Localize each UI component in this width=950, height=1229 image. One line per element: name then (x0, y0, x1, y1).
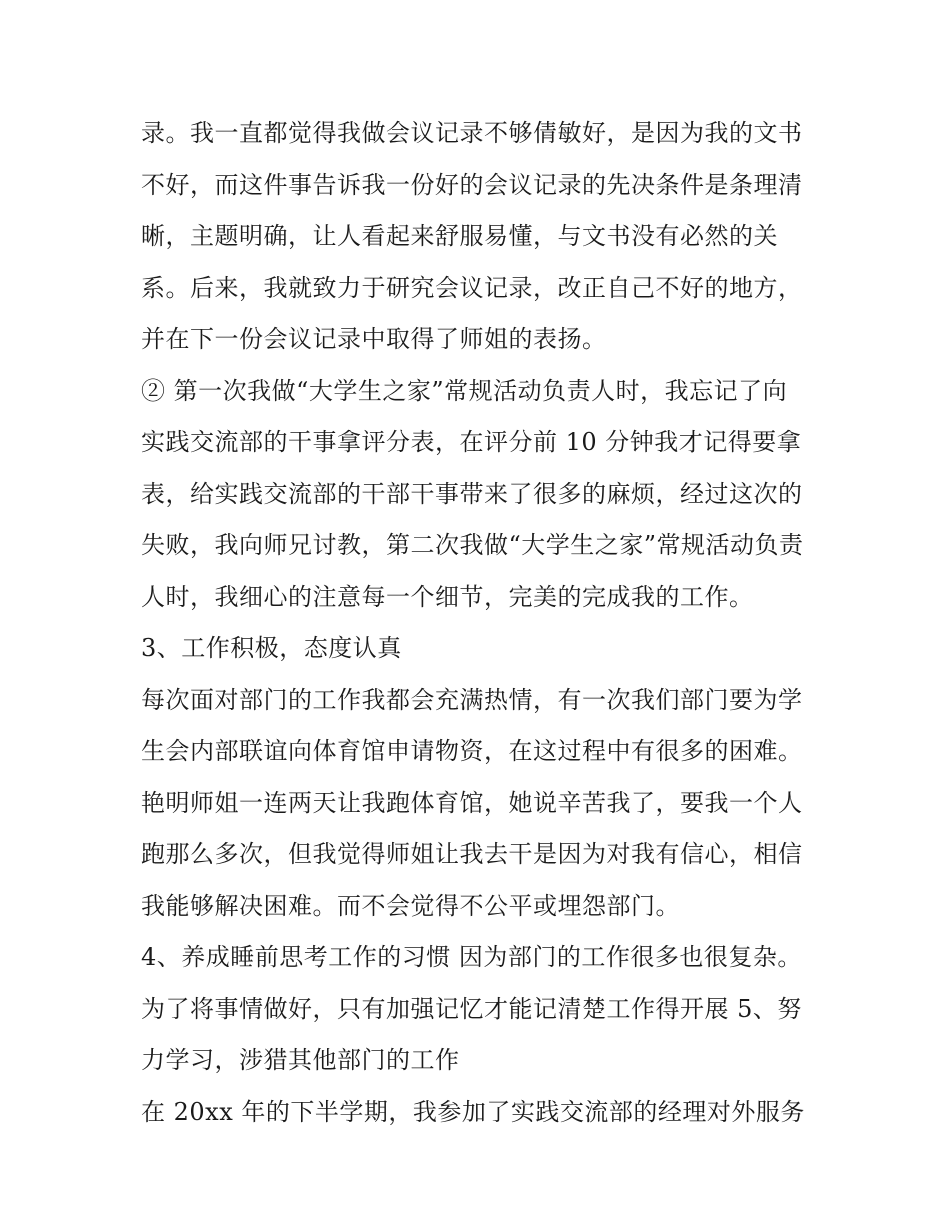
text-line: 在 20xx 年的下半学期，我参加了实践交流部的经理对外服务 (141, 1097, 805, 1126)
text-line: 人时，我细心的注意每一个细节，完美的完成我的工作。 (141, 582, 754, 611)
text-line: 每次面对部门的工作我都会充满热情，有一次我们部门要为学 (141, 685, 803, 714)
text-line: 跑那么多次，但我觉得师姐让我去干是因为对我有信心，相信 (141, 840, 803, 868)
text-line: 录。我一直都觉得我做会议记录不够倩敏好，是因为我的文书 (141, 119, 803, 147)
text-line: 我能够解决困难。而不会觉得不公平或埋怨部门。 (141, 891, 680, 920)
text-line: 为了将事情做好，只有加强记忆才能记清楚工作得开展 5、努 (141, 994, 802, 1023)
section-heading: 3、工作积极，态度认真 (141, 634, 402, 662)
text-line: 实践交流部的干事拿评分表，在评分前 10 分钟我才记得要拿 (141, 428, 802, 456)
text-line: 失败，我向师兄讨教，第二次我做“大学生之家”常规活动负责 (141, 531, 804, 559)
text-line: 不好，而这件事告诉我一份好的会议记录的先决条件是条理清 (141, 170, 803, 199)
text-line: ② 第一次我做“大学生之家”常规活动负责人时，我忘记了向 (141, 376, 788, 405)
text-line: 系。后来，我就致力于研究会议记录，改正自己不好的地方， (141, 273, 803, 302)
section-heading: 4、养成睡前思考工作的习惯 因为部门的工作很多也很复杂。 (141, 943, 802, 971)
text-line: 并在下一份会议记录中取得了师姐的表扬。 (141, 325, 607, 353)
text-line: 生会内部联谊向体育馆申请物资，在这过程中有很多的困难。 (141, 737, 803, 765)
text-line: 艳明师姐一连两天让我跑体育馆，她说辛苦我了，要我一个人 (141, 788, 803, 817)
text-line: 晰，主题明确，让人看起来舒服易懂，与文书没有必然的关 (141, 222, 778, 250)
text-line: 表，给实践交流部的干部干事带来了很多的麻烦，经过这次的 (141, 479, 803, 508)
body-text (141, 108, 821, 1138)
text-line: 力学习，涉猎其他部门的工作 (141, 1046, 460, 1074)
